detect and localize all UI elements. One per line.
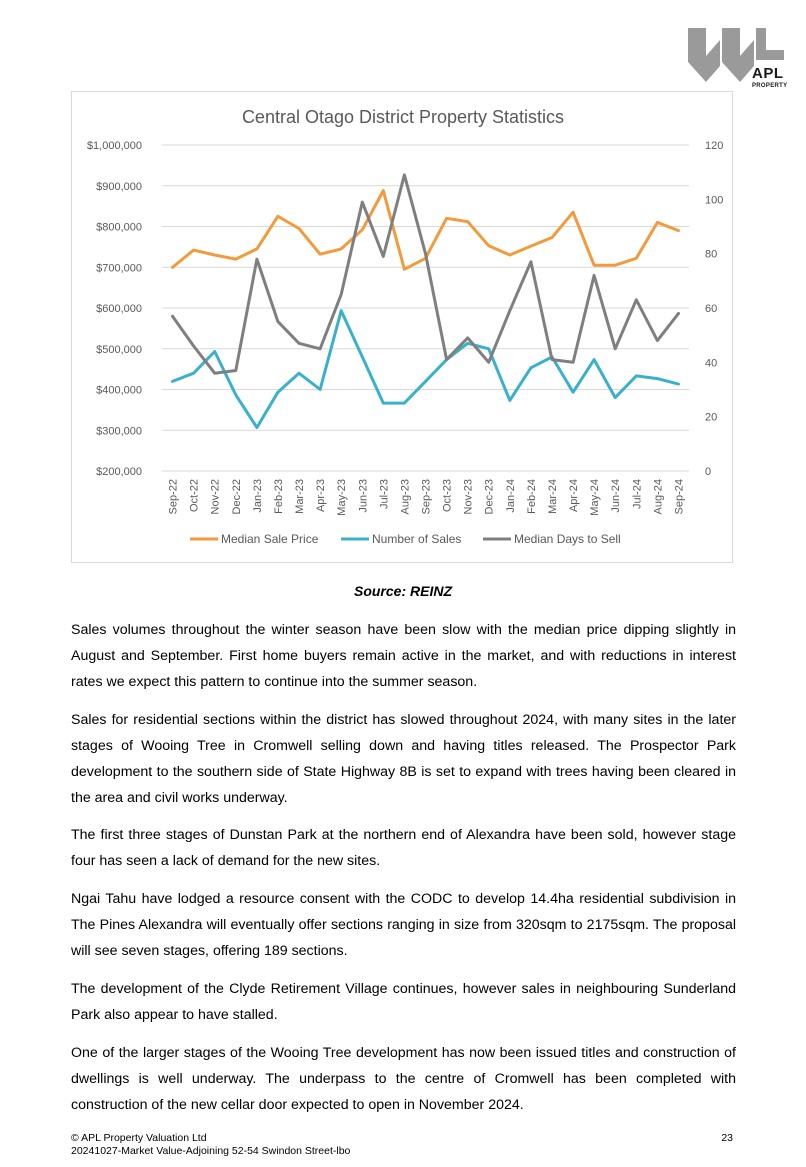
gridlines xyxy=(162,145,689,471)
left-axis-tick-label: $600,000 xyxy=(96,303,142,315)
x-axis-tick-label: May-23 xyxy=(336,479,349,516)
paragraph-3: The first three stages of Dunstan Park at the northern end of Alexandra have been sold, however stage four has seen a lack of demand for the new sites. xyxy=(71,827,736,869)
x-axis-tick-label: Oct-22 xyxy=(188,479,201,513)
x-axis-tick-label: Jun-23 xyxy=(357,479,370,513)
x-axis-tick-label: Mar-24 xyxy=(546,478,559,514)
legend-item xyxy=(483,532,621,546)
x-axis-tick-label: Jan-23 xyxy=(251,479,264,513)
right-axis-tick-label: 40 xyxy=(705,357,718,370)
x-axis-tick-label: Apr-23 xyxy=(315,479,328,513)
legend-item xyxy=(190,532,319,546)
x-axis-tick-label: Jul-24 xyxy=(631,479,644,509)
x-axis-tick-label: Nov-22 xyxy=(209,479,222,515)
paragraph-2: Sales for residential sections within the district has slowed throughout 2024, with many sites in the later stages of Wooing Tree in Cromwell selling down and having titles released. The Prospector Park development to the southern side of State Highway 8B is set to expand with trees having been cleared in the area and civil works underway. xyxy=(71,712,736,806)
x-axis-tick-label: Dec-22 xyxy=(230,479,243,515)
paragraph-5: The development of the Clyde Retirement Village continues, however sales in neighbouring Sunderland Park also appear to have stalled. xyxy=(71,981,736,1023)
x-axis-tick-label: Sep-22 xyxy=(167,479,180,515)
x-axis-tick-label: Dec-23 xyxy=(483,479,496,515)
footer-copyright: © APL Property Valuation Ltd xyxy=(71,1132,207,1144)
x-axis-tick-label: Sep-23 xyxy=(420,479,433,515)
left-axis-tick-label: $900,000 xyxy=(96,180,142,193)
x-axis-tick-label: Aug-24 xyxy=(652,479,665,515)
right-axis-tick-label: 120 xyxy=(705,140,724,152)
logo-wordmark: APL xyxy=(752,65,784,82)
paragraph-1: Sales volumes throughout the winter season have been slow with the median price dipping slightly in August and September. First home buyers remain active in the market, and with reductions in interest rates we expect this pattern to continue into the summer season. xyxy=(71,622,736,690)
x-axis-tick-label: Jan-24 xyxy=(504,479,517,513)
x-axis-tick-label: Jul-23 xyxy=(378,479,391,509)
x-axis-tick-label: Sep-24 xyxy=(673,479,686,515)
x-axis-tick-label: Feb-24 xyxy=(525,479,538,514)
right-axis-tick-label: 80 xyxy=(705,248,718,261)
left-axis-tick-label: $200,000 xyxy=(96,466,142,478)
chart-svg xyxy=(72,92,732,562)
footer-page-number: 23 xyxy=(721,1132,733,1144)
series-line-median-days-to-sell xyxy=(173,175,679,373)
x-axis-tick-label: Aug-23 xyxy=(399,479,412,515)
right-axis-tick-label: 100 xyxy=(705,194,724,207)
x-axis-tick-label: Apr-24 xyxy=(568,479,581,513)
left-axis-tick-label: $700,000 xyxy=(96,262,142,275)
x-axis-ticks xyxy=(168,479,686,516)
apl-logo-text xyxy=(752,66,787,89)
right-axis-ticks xyxy=(705,140,723,478)
legend-label: Number of Sales xyxy=(372,532,462,546)
x-axis-tick-label: Jun-24 xyxy=(610,479,623,513)
paragraph-4: Ngai Tahu have lodged a resource consent with the CODC to develop 14.4ha residential subdivision in The Pines Alexandra will eventually offer sections ranging in size from 320sqm to 2175sqm. The proposal will see seven stages, offering 189 sections. xyxy=(71,891,736,959)
x-axis-tick-label: Nov-23 xyxy=(462,479,475,515)
series-line-number-of-sales xyxy=(173,311,679,428)
left-axis-tick-label: $1,000,000 xyxy=(86,140,142,152)
chart-source: Source: REINZ xyxy=(353,583,452,599)
chart-legend xyxy=(190,532,621,546)
logo-subtext: PROPERTY xyxy=(752,83,788,89)
footer-left xyxy=(71,1132,350,1158)
left-axis-tick-label: $800,000 xyxy=(96,221,142,234)
legend-item xyxy=(341,532,461,546)
paragraph-6: One of the larger stages of the Wooing Tree development has now been issued titles and construction of dwellings is well underway. The underpass to the centre of Cromwell has been completed with construction of the new cellar door expected to open in November 2024. xyxy=(71,1045,736,1113)
right-axis-tick-label: 20 xyxy=(705,411,718,424)
x-axis-tick-label: May-24 xyxy=(589,479,602,516)
chart-title: Central Otago District Property Statistics xyxy=(241,107,565,127)
footer-reference: 20241027-Market Value-Adjoining 52-54 Swindon Street-lbo xyxy=(71,1145,351,1157)
left-axis-tick-label: $500,000 xyxy=(96,343,142,356)
legend-label: Median Sale Price xyxy=(221,532,319,546)
left-axis-tick-label: $400,000 xyxy=(96,384,142,397)
x-axis-tick-label: Mar-23 xyxy=(294,479,307,514)
right-axis-tick-label: 0 xyxy=(705,466,712,478)
left-axis-ticks xyxy=(87,140,142,478)
x-axis-tick-label: Feb-23 xyxy=(272,479,285,514)
x-axis-tick-label: Oct-23 xyxy=(441,479,454,513)
left-axis-tick-label: $300,000 xyxy=(96,425,142,438)
right-axis-tick-label: 60 xyxy=(705,303,718,315)
legend-label: Median Days to Sell xyxy=(514,532,621,546)
property-statistics-chart xyxy=(71,91,733,563)
